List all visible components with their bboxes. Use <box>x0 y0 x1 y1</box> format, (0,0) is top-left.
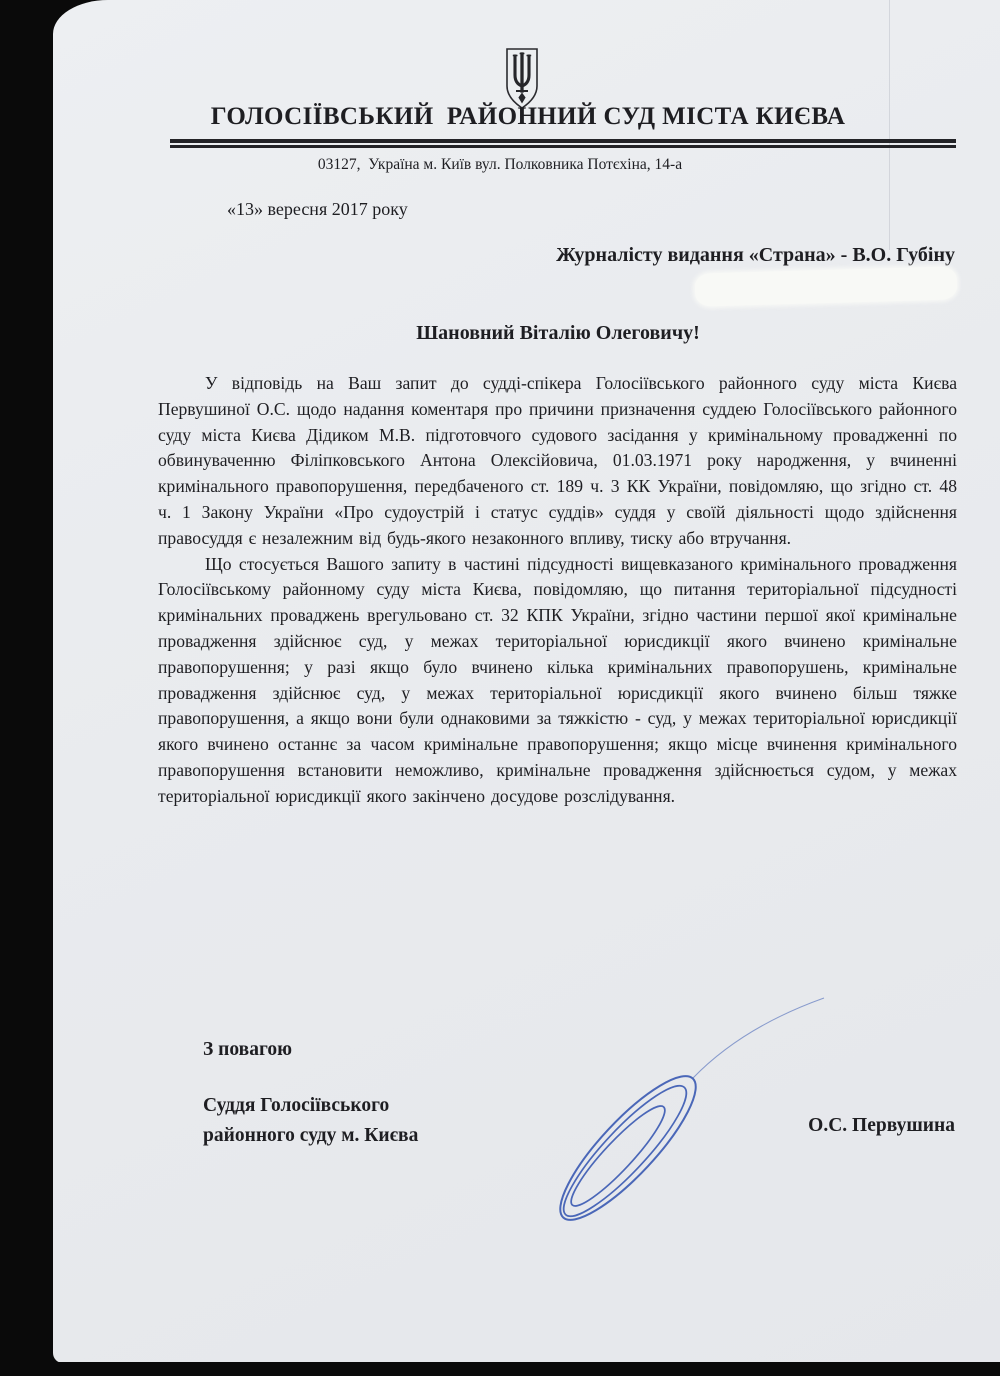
addressee-line: Журналісту видання «Страна» - В.О. Губіну <box>556 244 955 266</box>
signer-title <box>203 1091 418 1151</box>
signer-title-line-1: Суддя Голосіївського <box>203 1095 390 1116</box>
signer-title-line-2: районного суду м. Києва <box>203 1125 419 1146</box>
body-paragraph-2: Що стосується Вашого запиту в частині підсудності вищевказаного кримінального провадження Голосіївському районному суду міста Києва, повідомляю, що питання територіальної підсудності кримінальних проваджень врегульовано ст. 32 КПК України, згідно частини першої якої кримінальне провадження здійснює суд, у межах територіальної юрисдикції якого вчинено кримінальне правопорушення; у разі якщо було вчинено кілька кримінальних правопорушень, кримінальне провадження здійснює суд, у межах територіальної юрисдикції якого вчинено більш тяжке правопорушення, а якщо вони були однаковими за тяжкістю - суд, у межах територіальної юрисдикції якого вчинено останнє за часом кримінальне правопорушення; якщо місце вчинення кримінального правопорушення встановити неможливо, кримінальне провадження здійснюється судом, у межах територіальної юрисдикції якого закінчено досудове розслідування. <box>158 553 957 806</box>
handwritten-signature <box>540 990 830 1230</box>
letter-body <box>158 371 957 810</box>
scan-bottom-border <box>0 1362 1000 1376</box>
court-address: 03127, Україна м. Київ вул. Полковника Потєхіна, 14-а <box>317 156 683 173</box>
header-divider <box>170 139 956 148</box>
salutation: Шановний Віталію Олеговичу! <box>416 322 700 344</box>
signer-name: О.С. Первушина <box>808 1115 955 1136</box>
closing-regards: З повагою <box>203 1039 292 1060</box>
court-name: ГОЛОСІЇВСЬКИЙ РАЙОННИЙ СУД МІСТА КИЄВА <box>210 103 846 130</box>
letter-date: «13» вересня 2017 року <box>227 199 408 219</box>
body-paragraph-1: У відповідь на Ваш запит до судді-спікера Голосіївського районного суду міста Києва Первушиної О.С. щодо надання коментаря про причини призначення суддею Голосіївського районного суду міста Києва Дідиком М.В. підготовчого судового засідання у кримінальному провадженні по обвинуваченню Філіпковського Антона Олексійовича, 01.03.1971 року народження, у вчиненні кримінального правопорушення, передбаченого ст. 189 ч. 3 КК України, повідомляю, що згідно ст. 48 ч. 1 Закону України «Про судоустрій і статус суддів» суддя у своїй діяльності щодо здійснення правосуддя є незалежним від будь-якого незаконного впливу, тиску або втручання. <box>158 373 957 548</box>
